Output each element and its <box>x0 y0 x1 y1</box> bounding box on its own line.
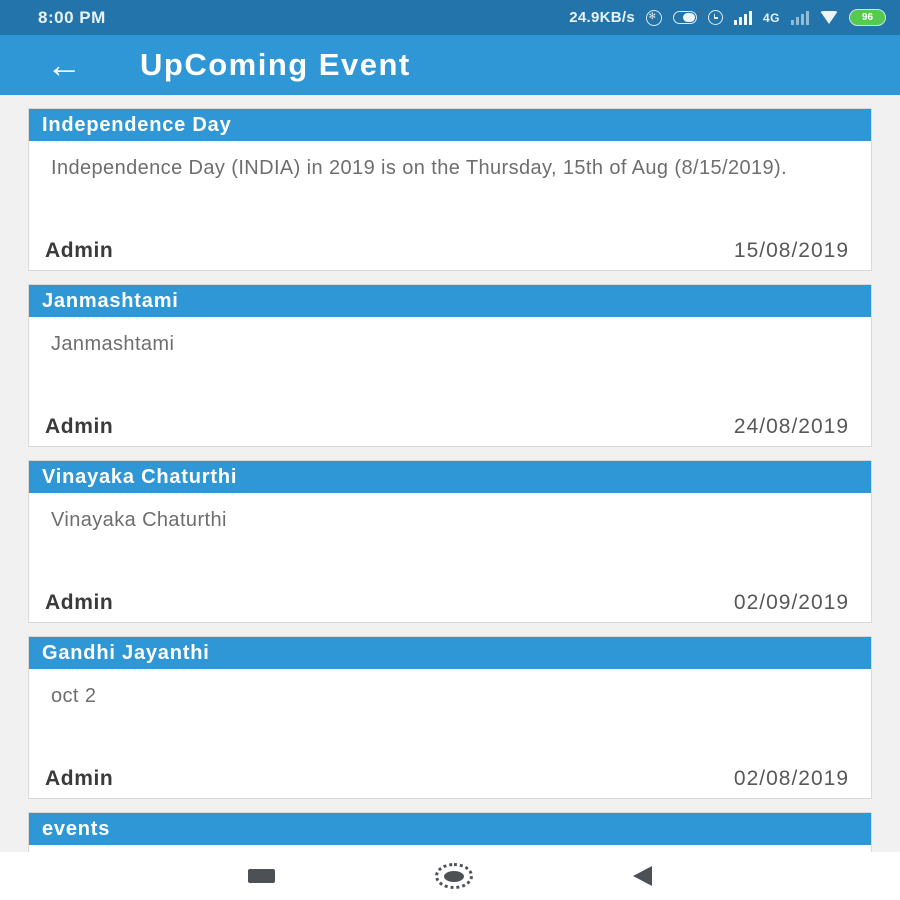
event-list <box>0 95 900 852</box>
event-title: Vinayaka Chaturthi <box>29 461 871 493</box>
event-footer <box>45 239 849 263</box>
event-author: Admin <box>45 239 114 262</box>
signal-bars-sim2-icon <box>791 11 809 25</box>
event-footer <box>45 591 849 615</box>
event-title: Janmashtami <box>29 285 871 317</box>
signal-bars-sim1-icon <box>734 11 752 25</box>
event-date: 02/08/2019 <box>733 767 849 790</box>
android-nav-bar <box>0 852 900 900</box>
event-description: Independence Day (INDIA) in 2019 is on the Thursday, 15th of Aug (8/15/2019). <box>51 157 788 179</box>
event-description: Janmashtami <box>51 333 175 355</box>
event-card[interactable] <box>28 636 872 799</box>
volte-icon: 4G <box>762 10 780 25</box>
bluetooth-icon <box>646 10 662 26</box>
clock-time: 8:00 PM <box>38 7 106 27</box>
event-author: Admin <box>45 767 114 790</box>
page-title: UpComing Event <box>140 47 411 82</box>
event-author: Admin <box>45 415 114 438</box>
wifi-icon <box>820 11 838 24</box>
app-bar <box>0 35 900 95</box>
event-author: Admin <box>45 591 114 614</box>
event-card[interactable] <box>28 812 872 852</box>
network-speed: 24.9KB/s <box>569 9 635 26</box>
back-button-icon[interactable] <box>633 866 652 886</box>
event-title: Independence Day <box>29 109 871 141</box>
event-card[interactable] <box>28 108 872 271</box>
event-description: oct 2 <box>51 685 97 707</box>
event-footer <box>45 767 849 791</box>
event-title: Gandhi Jayanthi <box>29 637 871 669</box>
event-date: 02/09/2019 <box>733 591 849 614</box>
recents-button-icon[interactable] <box>248 869 275 883</box>
event-card[interactable] <box>28 284 872 447</box>
back-arrow-icon[interactable]: ← <box>46 44 82 85</box>
alarm-icon <box>708 10 723 25</box>
battery-icon <box>849 9 886 26</box>
status-icons <box>569 9 886 26</box>
home-button-icon[interactable] <box>435 863 473 889</box>
event-footer <box>45 415 849 439</box>
status-bar <box>0 0 900 35</box>
event-title: events <box>29 813 871 845</box>
event-date: 24/08/2019 <box>733 415 849 438</box>
event-description: Vinayaka Chaturthi <box>51 509 227 531</box>
data-saver-icon <box>673 11 697 24</box>
event-date: 15/08/2019 <box>733 239 849 262</box>
battery-percent: 96 <box>861 12 874 23</box>
event-card[interactable] <box>28 460 872 623</box>
